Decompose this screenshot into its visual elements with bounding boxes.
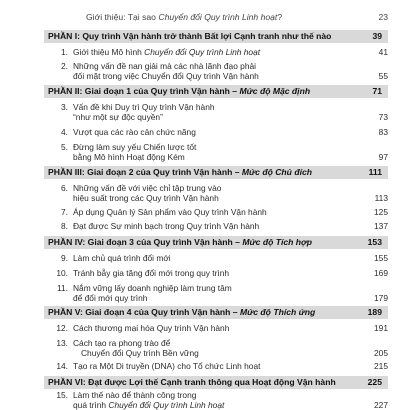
part-page: 225 — [367, 377, 382, 387]
chapter-4[interactable] — [44, 127, 388, 137]
toc-intro[interactable] — [44, 12, 388, 23]
part-page: 39 — [372, 31, 382, 41]
chapter-number: 4. — [61, 127, 68, 137]
part-title: PHẦN I: Quy trình Vận hành trở thành Bất lợi Cạnh tranh như thế nào — [48, 31, 332, 41]
chapter-title: Cách tạo ra phong trào để Chuyển đổi Quy trình Bền vững — [73, 338, 199, 359]
chapter-title: Giới thiệu Mô hình Chuyển đổi Quy trình Linh hoạt — [73, 47, 261, 57]
chapter-page: 169 — [374, 268, 388, 278]
chapter-13[interactable] — [44, 338, 388, 358]
part-title: PHẦN III: Giai đoạn 2 của Quy trình Vận hành – Mức độ Chủ đích — [48, 167, 312, 177]
chapter-number: 14. — [56, 361, 68, 371]
chapter-title: Đừng làm suy yếu Chiến lược tốt bằng Mô hình Hoạt động Kém — [73, 142, 197, 163]
chapter-number: 15. — [56, 390, 68, 400]
chapter-page: 83 — [378, 127, 388, 137]
chapter-number: 12. — [56, 323, 68, 333]
chapter-page: 41 — [378, 47, 388, 57]
chapter-page: 205 — [374, 348, 388, 358]
part-title: PHẦN II: Giai đoạn 1 của Quy trình Vận hành – Mức độ Mặc định — [48, 86, 311, 96]
chapter-number: 1. — [61, 47, 68, 57]
chapter-11[interactable] — [44, 283, 388, 303]
chapter-title: Những vấn đề với việc chỉ tập trung vào hiệu suất trong các Quy trình Vận hành — [73, 183, 222, 204]
part-4[interactable] — [44, 236, 388, 249]
chapter-title: Vượt qua các rào cản chức năng — [73, 127, 196, 137]
chapter-10[interactable] — [44, 268, 388, 278]
chapter-9[interactable] — [44, 253, 388, 263]
part-page: 111 — [368, 167, 382, 177]
chapter-number: 6. — [61, 183, 68, 193]
chapter-title: Nắm vững lấy doanh nghiệp làm trung tâm để đổi mới quy trình — [73, 283, 232, 304]
chapter-page: 55 — [378, 71, 388, 81]
chapter-number: 3. — [61, 102, 68, 112]
chapter-number: 13. — [56, 338, 68, 348]
chapter-14[interactable] — [44, 361, 388, 371]
part-title: PHẦN V: Giai đoạn 4 của Quy trình Vận hành – Mức độ Thích ứng — [48, 307, 316, 317]
chapter-page: 215 — [374, 361, 388, 371]
chapter-number: 8. — [61, 221, 68, 231]
chapter-number: 5. — [61, 142, 68, 152]
intro-page: 23 — [378, 12, 388, 22]
chapter-page: 125 — [374, 207, 388, 217]
part-6[interactable] — [44, 376, 388, 389]
part-title: PHẦN VI: Đạt được Lợi thế Cạnh tranh thông qua Hoạt động Vận hành — [48, 377, 336, 387]
part-page: 189 — [367, 307, 382, 317]
chapter-7[interactable] — [44, 207, 388, 217]
chapter-page: 97 — [378, 152, 388, 162]
chapter-number: 9. — [61, 253, 68, 263]
part-2[interactable] — [44, 85, 388, 98]
chapter-title: Làm thế nào để thành công trong quá trình Chuyển đổi Quy trình Linh hoạt — [73, 390, 225, 410]
chapter-page: 179 — [374, 293, 388, 303]
chapter-title: Đạt được Sự minh bạch trong Quy trình Vận hành — [73, 221, 260, 231]
chapter-page: 137 — [374, 221, 388, 231]
chapter-3[interactable] — [44, 102, 388, 122]
chapter-title: Tránh bẫy gia tăng đổi mới trong quy trình — [73, 268, 230, 278]
chapter-5[interactable] — [44, 142, 388, 162]
chapter-number: 10. — [56, 268, 68, 278]
chapter-8[interactable] — [44, 221, 388, 231]
part-page: 71 — [372, 86, 382, 96]
part-5[interactable] — [44, 306, 388, 319]
chapter-6[interactable] — [44, 183, 388, 203]
chapter-title: Những vấn đề nan giải mà các nhà lãnh đạo phải đối mặt trong việc Chuyển đổi Quy trình Vận hành — [73, 61, 259, 82]
intro-title: Giới thiệu: Tại sao Chuyển đổi Quy trình Linh hoạt? — [86, 12, 283, 22]
chapter-12[interactable] — [44, 323, 388, 333]
part-title: PHẦN IV: Giai đoạn 3 của Quy trình Vận hành – Mức độ Tích hợp — [48, 237, 313, 247]
part-page: 153 — [367, 237, 382, 247]
chapter-page: 227 — [374, 400, 388, 410]
chapter-page: 155 — [374, 253, 388, 263]
chapter-page: 191 — [374, 323, 388, 333]
chapter-number: 2. — [61, 61, 68, 71]
part-3[interactable] — [44, 166, 388, 179]
chapter-title: Vấn đề khi Duy trì Quy trình Vận hành “như một sự độc quyền” — [73, 102, 215, 123]
chapter-page: 73 — [378, 112, 388, 122]
chapter-1[interactable] — [44, 47, 388, 57]
chapter-title: Cách thương mại hóa Quy trình Vận hành — [73, 323, 230, 333]
chapter-number: 11. — [56, 283, 68, 293]
chapter-number: 7. — [61, 207, 68, 217]
chapter-15[interactable] — [44, 390, 388, 410]
chapter-title: Tạo ra Một Di truyền (DNA) cho Tổ chức Linh hoạt — [73, 361, 261, 371]
chapter-title: Áp dụng Quản lý Sản phẩm vào Quy trình Vận hành — [73, 207, 267, 217]
chapter-page: 113 — [374, 193, 388, 203]
part-1[interactable] — [44, 30, 388, 43]
chapter-2[interactable] — [44, 61, 388, 81]
chapter-title: Làm chủ quá trình đổi mới — [73, 253, 171, 263]
